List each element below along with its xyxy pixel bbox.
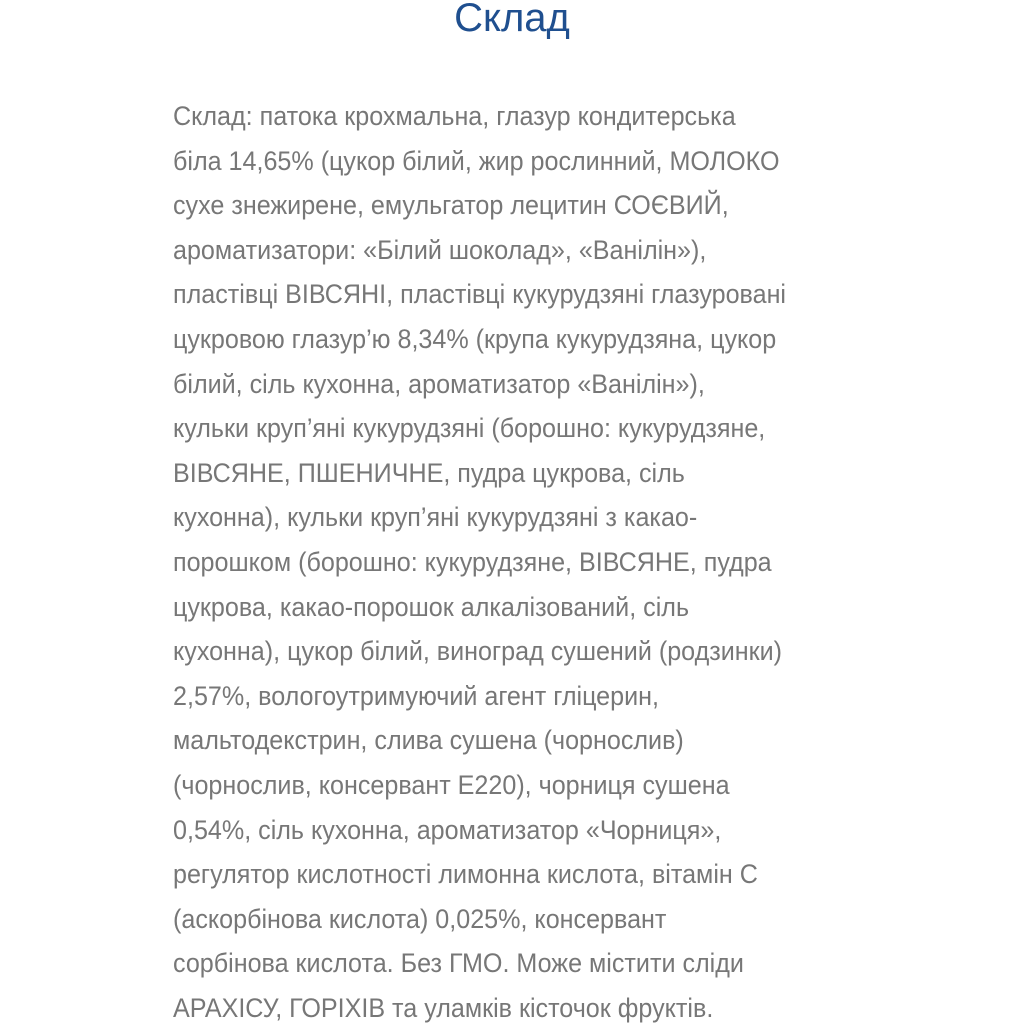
composition-line: кухонна), цукор білий, виноград сушений (родзинки) bbox=[173, 636, 783, 667]
page-title: Склад bbox=[454, 0, 570, 40]
composition-line: пластівці ВІВСЯНІ, пластівці кукурудзяні глазуровані bbox=[173, 279, 787, 310]
composition-text bbox=[173, 94, 832, 1024]
composition-line: порошком (борошно: кукурудзяне, ВІВСЯНЕ, пудра bbox=[173, 546, 772, 577]
composition-line: (аскорбінова кислота) 0,025%, консервант bbox=[173, 903, 667, 934]
composition-line: мальтодекстрин, слива сушена (чорнослив) bbox=[173, 725, 684, 756]
composition-line: (чорнослив, консервант Е220), чорниця сушена bbox=[173, 769, 730, 800]
composition-line: ВІВСЯНЕ, ПШЕНИЧНЕ, пудра цукрова, сіль bbox=[173, 457, 685, 488]
composition-line: цукровою глазур’ю 8,34% (крупа кукурудзяна, цукор bbox=[173, 323, 777, 354]
composition-line: ароматизатори: «Білий шоколад», «Ванілін»), bbox=[173, 234, 707, 265]
composition-line: 0,54%, сіль кухонна, ароматизатор «Чорниця», bbox=[173, 814, 722, 845]
composition-line: кульки круп’яні кукурудзяні (борошно: кукурудзяне, bbox=[173, 413, 766, 444]
composition-line: біла 14,65% (цукор білий, жир рослинний, МОЛОКО bbox=[173, 145, 780, 176]
composition-line: 2,57%, вологоутримуючий агент гліцерин, bbox=[173, 680, 659, 711]
composition-line: кухонна), кульки круп’яні кукурудзяні з какао- bbox=[173, 502, 698, 533]
composition-line: АРАХІСУ, ГОРІХІВ та уламків кісточок фруктів. bbox=[173, 992, 714, 1023]
composition-line: Склад: патока крохмальна, глазур кондитерська bbox=[173, 101, 736, 131]
composition-line: сухе знежирене, емульгатор лецитин СОЄВИЙ, bbox=[173, 190, 729, 221]
composition-line: білий, сіль кухонна, ароматизатор «Ванілін»), bbox=[173, 368, 705, 399]
composition-line: цукрова, какао-порошок алкалізований, сіль bbox=[173, 591, 690, 622]
composition-line: сорбінова кислота. Без ГМО. Може містити сліди bbox=[173, 948, 744, 979]
composition-line: регулятор кислотності лимонна кислота, вітамін С bbox=[173, 859, 758, 890]
